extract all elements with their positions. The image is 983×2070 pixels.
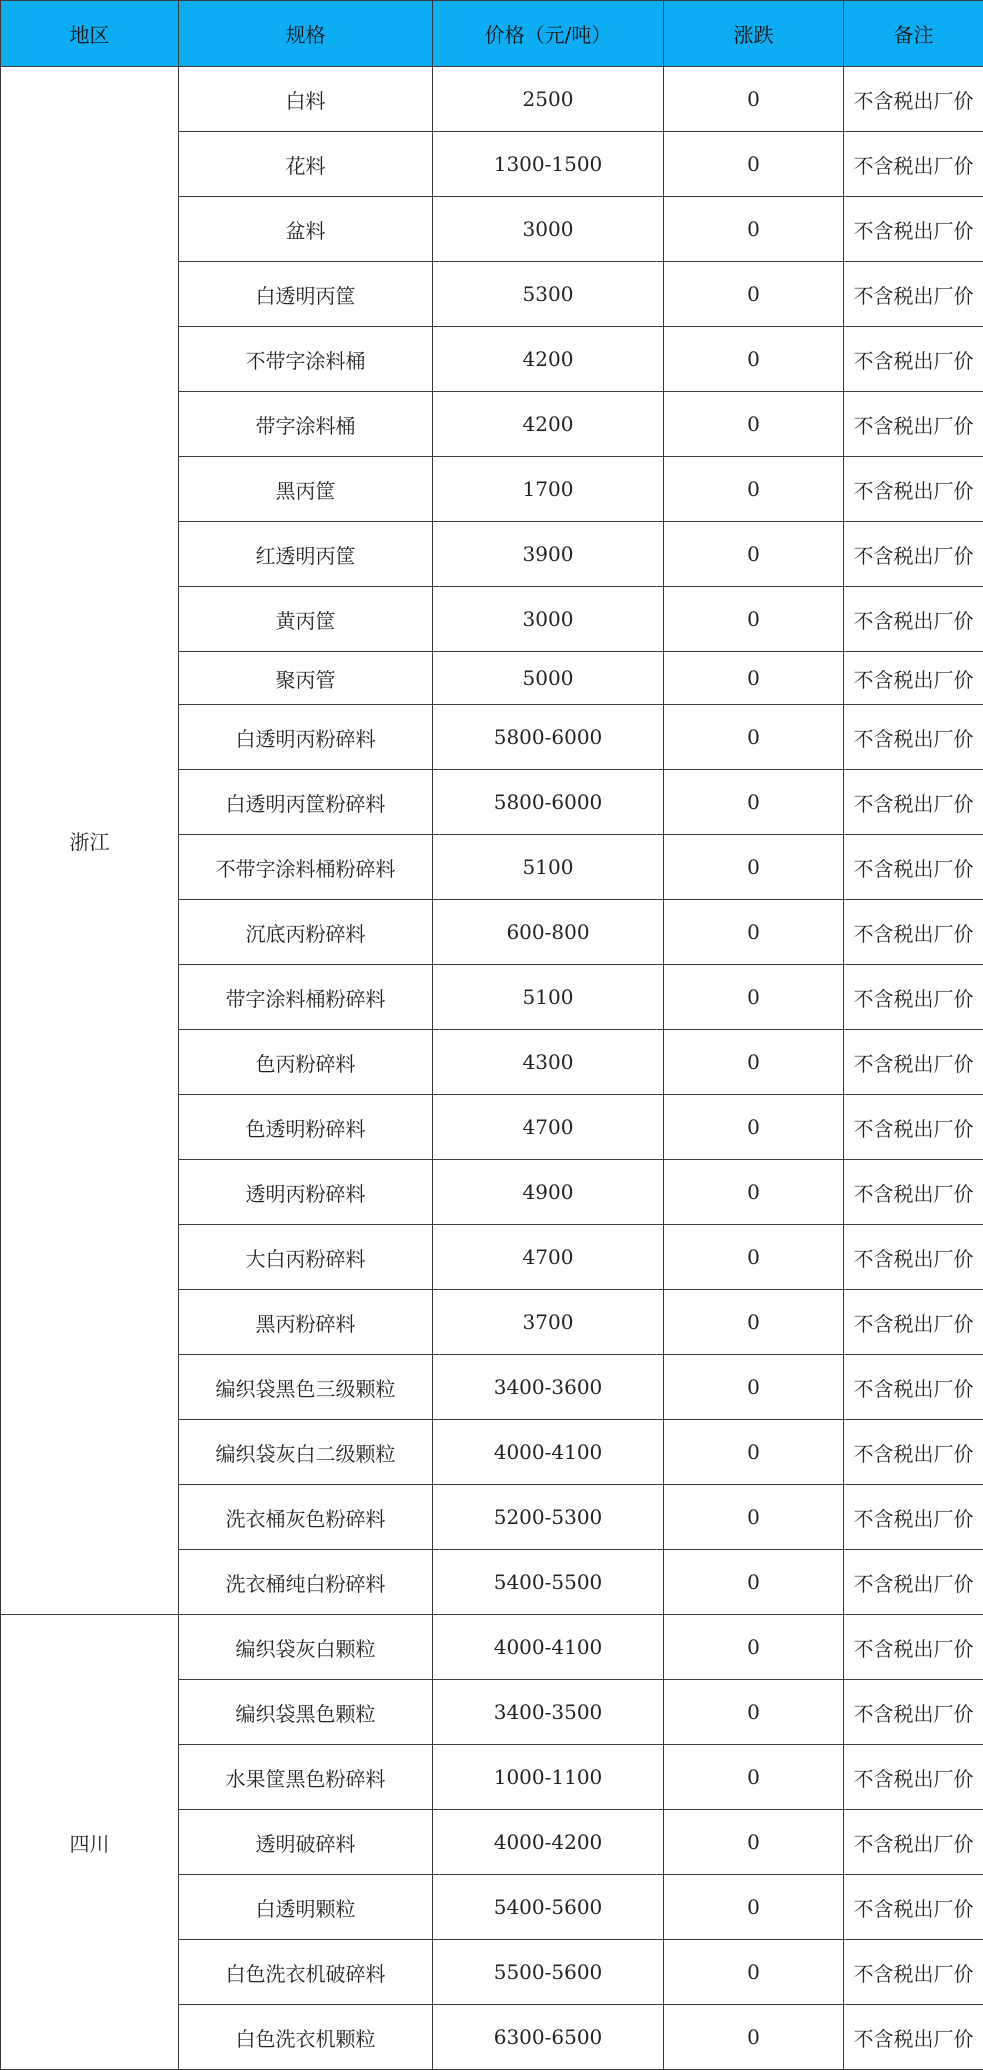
- note-cell: 不含税出厂价: [844, 587, 983, 652]
- price-cell: 5400-5500: [433, 1550, 664, 1615]
- spec-cell: 透明破碎料: [179, 1810, 433, 1875]
- price-cell: 5300: [433, 262, 664, 327]
- price-cell: 5100: [433, 835, 664, 900]
- change-cell: 0: [664, 1160, 844, 1225]
- spec-cell: 白色洗衣机颗粒: [179, 2005, 433, 2070]
- spec-cell: 不带字涂料桶: [179, 327, 433, 392]
- price-cell: 6300-6500: [433, 2005, 664, 2070]
- price-cell: 1000-1100: [433, 1745, 664, 1810]
- price-cell: 5200-5300: [433, 1485, 664, 1550]
- price-cell: 5100: [433, 965, 664, 1030]
- note-cell: 不含税出厂价: [844, 1355, 983, 1420]
- header-change: 涨跌: [664, 1, 844, 67]
- note-cell: 不含税出厂价: [844, 67, 983, 132]
- spec-cell: 编织袋黑色颗粒: [179, 1680, 433, 1745]
- spec-cell: 色丙粉碎料: [179, 1030, 433, 1095]
- price-cell: 1700: [433, 457, 664, 522]
- price-cell: 4700: [433, 1095, 664, 1160]
- price-cell: 1300-1500: [433, 132, 664, 197]
- change-cell: 0: [664, 132, 844, 197]
- price-cell: 4000-4200: [433, 1810, 664, 1875]
- change-cell: 0: [664, 900, 844, 965]
- change-cell: 0: [664, 1225, 844, 1290]
- spec-cell: 沉底丙粉碎料: [179, 900, 433, 965]
- price-cell: 5500-5600: [433, 1940, 664, 2005]
- price-cell: 4000-4100: [433, 1615, 664, 1680]
- change-cell: 0: [664, 1355, 844, 1420]
- note-cell: 不含税出厂价: [844, 965, 983, 1030]
- note-cell: 不含税出厂价: [844, 132, 983, 197]
- note-cell: 不含税出厂价: [844, 1485, 983, 1550]
- spec-cell: 盆料: [179, 197, 433, 262]
- price-cell: 5800-6000: [433, 705, 664, 770]
- price-cell: 3000: [433, 587, 664, 652]
- spec-cell: 红透明丙筐: [179, 522, 433, 587]
- change-cell: 0: [664, 457, 844, 522]
- change-cell: 0: [664, 587, 844, 652]
- price-cell: 4200: [433, 392, 664, 457]
- change-cell: 0: [664, 1030, 844, 1095]
- note-cell: 不含税出厂价: [844, 1875, 983, 1940]
- table-row: [1, 1615, 983, 1680]
- note-cell: 不含税出厂价: [844, 835, 983, 900]
- price-cell: 4900: [433, 1160, 664, 1225]
- note-cell: 不含税出厂价: [844, 1290, 983, 1355]
- change-cell: 0: [664, 1875, 844, 1940]
- note-cell: 不含税出厂价: [844, 1810, 983, 1875]
- price-cell: 3900: [433, 522, 664, 587]
- price-cell: 3000: [433, 197, 664, 262]
- note-cell: 不含税出厂价: [844, 1160, 983, 1225]
- change-cell: 0: [664, 1810, 844, 1875]
- change-cell: 0: [664, 2005, 844, 2070]
- price-cell: 5400-5600: [433, 1875, 664, 1940]
- change-cell: 0: [664, 1940, 844, 2005]
- change-cell: 0: [664, 1745, 844, 1810]
- change-cell: 0: [664, 1680, 844, 1745]
- spec-cell: 带字涂料桶粉碎料: [179, 965, 433, 1030]
- note-cell: 不含税出厂价: [844, 1940, 983, 2005]
- spec-cell: 透明丙粉碎料: [179, 1160, 433, 1225]
- spec-cell: 大白丙粉碎料: [179, 1225, 433, 1290]
- note-cell: 不含税出厂价: [844, 457, 983, 522]
- note-cell: 不含税出厂价: [844, 1615, 983, 1680]
- price-cell: 4700: [433, 1225, 664, 1290]
- spec-cell: 白料: [179, 67, 433, 132]
- change-cell: 0: [664, 522, 844, 587]
- change-cell: 0: [664, 1095, 844, 1160]
- spec-cell: 色透明粉碎料: [179, 1095, 433, 1160]
- note-cell: 不含税出厂价: [844, 1420, 983, 1485]
- header-note: 备注: [844, 1, 983, 67]
- note-cell: 不含税出厂价: [844, 1680, 983, 1745]
- price-cell: 5800-6000: [433, 770, 664, 835]
- spec-cell: 编织袋灰白颗粒: [179, 1615, 433, 1680]
- price-cell: 3400-3500: [433, 1680, 664, 1745]
- spec-cell: 编织袋黑色三级颗粒: [179, 1355, 433, 1420]
- note-cell: 不含税出厂价: [844, 392, 983, 457]
- header-region: 地区: [1, 1, 179, 67]
- spec-cell: 白透明丙筐粉碎料: [179, 770, 433, 835]
- change-cell: 0: [664, 1615, 844, 1680]
- change-cell: 0: [664, 67, 844, 132]
- note-cell: 不含税出厂价: [844, 1550, 983, 1615]
- price-cell: 600-800: [433, 900, 664, 965]
- change-cell: 0: [664, 262, 844, 327]
- note-cell: 不含税出厂价: [844, 197, 983, 262]
- region-cell: 四川: [1, 1615, 179, 2070]
- table-header: [1, 1, 983, 67]
- change-cell: 0: [664, 770, 844, 835]
- price-cell: 2500: [433, 67, 664, 132]
- spec-cell: 白透明丙筐: [179, 262, 433, 327]
- change-cell: 0: [664, 327, 844, 392]
- spec-cell: 白透明颗粒: [179, 1875, 433, 1940]
- change-cell: 0: [664, 1420, 844, 1485]
- spec-cell: 水果筐黑色粉碎料: [179, 1745, 433, 1810]
- spec-cell: 白透明丙粉碎料: [179, 705, 433, 770]
- note-cell: 不含税出厂价: [844, 1095, 983, 1160]
- price-cell: 5000: [433, 652, 664, 705]
- spec-cell: 黑丙粉碎料: [179, 1290, 433, 1355]
- change-cell: 0: [664, 1290, 844, 1355]
- header-price: 价格（元/吨）: [433, 1, 664, 67]
- change-cell: 0: [664, 652, 844, 705]
- note-cell: 不含税出厂价: [844, 770, 983, 835]
- change-cell: 0: [664, 705, 844, 770]
- spec-cell: 黄丙筐: [179, 587, 433, 652]
- region-cell: 浙江: [1, 67, 179, 1615]
- spec-cell: 洗衣桶灰色粉碎料: [179, 1485, 433, 1550]
- change-cell: 0: [664, 1485, 844, 1550]
- note-cell: 不含税出厂价: [844, 262, 983, 327]
- header-spec: 规格: [179, 1, 433, 67]
- note-cell: 不含税出厂价: [844, 652, 983, 705]
- price-cell: 4000-4100: [433, 1420, 664, 1485]
- note-cell: 不含税出厂价: [844, 1225, 983, 1290]
- spec-cell: 白色洗衣机破碎料: [179, 1940, 433, 2005]
- note-cell: 不含税出厂价: [844, 522, 983, 587]
- spec-cell: 洗衣桶纯白粉碎料: [179, 1550, 433, 1615]
- spec-cell: 黑丙筐: [179, 457, 433, 522]
- spec-cell: 编织袋灰白二级颗粒: [179, 1420, 433, 1485]
- price-cell: 4200: [433, 327, 664, 392]
- spec-cell: 不带字涂料桶粉碎料: [179, 835, 433, 900]
- change-cell: 0: [664, 197, 844, 262]
- header-row: [1, 1, 983, 67]
- change-cell: 0: [664, 965, 844, 1030]
- price-cell: 4300: [433, 1030, 664, 1095]
- table-body: [1, 67, 983, 2070]
- note-cell: 不含税出厂价: [844, 2005, 983, 2070]
- note-cell: 不含税出厂价: [844, 705, 983, 770]
- spec-cell: 花料: [179, 132, 433, 197]
- spec-cell: 聚丙管: [179, 652, 433, 705]
- note-cell: 不含税出厂价: [844, 900, 983, 965]
- note-cell: 不含税出厂价: [844, 327, 983, 392]
- table-row: [1, 67, 983, 132]
- note-cell: 不含税出厂价: [844, 1745, 983, 1810]
- spec-cell: 带字涂料桶: [179, 392, 433, 457]
- price-cell: 3400-3600: [433, 1355, 664, 1420]
- price-cell: 3700: [433, 1290, 664, 1355]
- note-cell: 不含税出厂价: [844, 1030, 983, 1095]
- change-cell: 0: [664, 835, 844, 900]
- change-cell: 0: [664, 392, 844, 457]
- change-cell: 0: [664, 1550, 844, 1615]
